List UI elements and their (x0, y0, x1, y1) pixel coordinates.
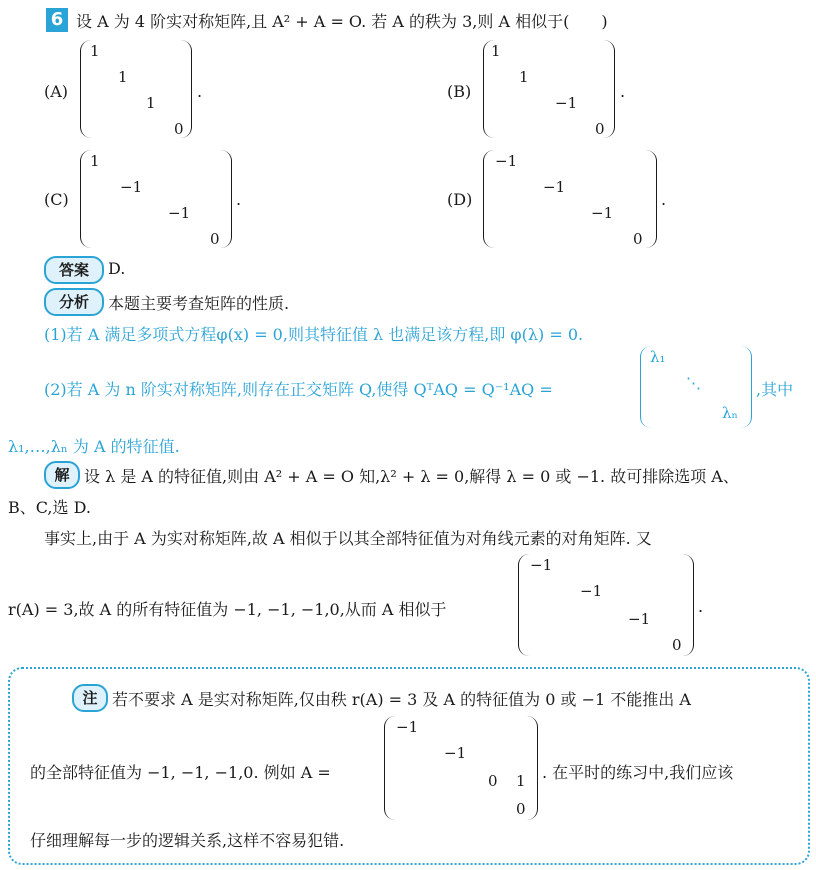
matrix-entry: −1 (591, 204, 614, 222)
analysis-text: 本题主要考查矩阵的性质. (108, 294, 290, 313)
matrix-entry: 1 (90, 152, 100, 170)
solution-tag: 解 (44, 461, 80, 489)
option-d-matrix (483, 150, 657, 248)
matrix-entry: 1 (146, 94, 156, 112)
matrix-entry: −1 (444, 744, 467, 762)
matrix-entry: 0 (174, 120, 184, 138)
solution-line-2: B、C,选 D. (8, 498, 91, 517)
matrix-entry: −1 (543, 178, 566, 196)
matrix-entry: −1 (120, 178, 143, 196)
option-d-label[interactable]: (D) (447, 190, 473, 209)
question-stem: 设 A 为 4 阶实对称矩阵,且 A² + A = O. 若 A 的秩为 3,则 A 相似于( ) (76, 12, 608, 31)
analysis-point-2-cont: λ₁,…,λₙ 为 A 的特征值. (8, 437, 180, 456)
option-b-label[interactable]: (B) (447, 82, 472, 101)
option-c-matrix (80, 150, 232, 248)
matrix-entry: 0 (595, 120, 605, 138)
matrix-entry: 1 (118, 68, 128, 86)
matrix-entry: −1 (396, 718, 419, 736)
analysis-point-2-tail: ,其中 (756, 380, 794, 399)
answer-text: D. (108, 259, 126, 278)
answer-tag: 答案 (44, 256, 104, 284)
matrix-entry: −1 (530, 556, 553, 574)
note-line-2: 的全部特征值为 −1, −1, −1,0. 例如 A = (30, 763, 331, 782)
note-line-1: 若不要求 A 是实对称矩阵,仅由秩 r(A) = 3 及 A 的特征值为 0 或 −1 不能推出 A (112, 690, 691, 709)
matrix-entry: −1 (495, 152, 518, 170)
solution-line-1: 设 λ 是 A 的特征值,则由 A² + A = O 知,λ² + λ = 0,解得 λ = 0 或 −1. 故可排除选项 A、 (84, 467, 739, 486)
matrix-entry: 1 (519, 68, 529, 86)
option-a-label[interactable]: (A) (44, 82, 69, 101)
matrix-entry: ⋱ (686, 374, 701, 392)
matrix-entry: 0 (516, 800, 526, 818)
solution-line-4: r(A) = 3,故 A 的所有特征值为 −1, −1, −1,0,从而 A 相似于 (8, 600, 447, 619)
analysis-tag: 分析 (44, 288, 104, 316)
matrix-entry: 0 (488, 772, 498, 790)
option-b-end: . (620, 82, 626, 101)
matrix-entry: 1 (516, 772, 526, 790)
option-a-matrix (80, 40, 192, 138)
matrix-entry: 0 (672, 636, 682, 654)
note-matrix (384, 716, 538, 820)
analysis-point-1: (1)若 A 满足多项式方程φ(x) = 0,则其特征值 λ 也满足该方程,即 φ(λ) = 0. (44, 325, 584, 344)
matrix-entry: −1 (628, 610, 651, 628)
matrix-entry: −1 (580, 582, 603, 600)
matrix-entry: −1 (168, 204, 191, 222)
note-tag: 注 (72, 684, 108, 712)
option-a-end: . (197, 82, 203, 101)
matrix-entry: 1 (491, 42, 501, 60)
matrix-entry: −1 (555, 94, 578, 112)
matrix-entry: 1 (90, 42, 100, 60)
analysis-point-2: (2)若 A 为 n 阶实对称矩阵,则存在正交矩阵 Q,使得 QᵀAQ = Q⁻¹AQ = (44, 380, 553, 399)
option-d-end: . (661, 190, 667, 209)
option-c-end: . (236, 190, 242, 209)
solution-line-4-end: . (698, 597, 704, 616)
note-line-2-end: . 在平时的练习中,我们应该 (542, 763, 734, 782)
option-c-label[interactable]: (C) (44, 190, 69, 209)
matrix-entry: λ₁ (650, 348, 666, 366)
analysis-matrix (640, 346, 752, 428)
note-line-3: 仔细理解每一步的逻辑关系,这样不容易犯错. (30, 831, 345, 850)
matrix-entry: λₙ (722, 404, 738, 422)
solution-matrix (518, 554, 694, 656)
option-b-matrix (483, 40, 615, 138)
matrix-entry: 0 (210, 230, 220, 248)
question-number: 6 (46, 8, 68, 32)
matrix-entry: 0 (633, 230, 643, 248)
solution-line-3: 事实上,由于 A 为实对称矩阵,故 A 相似于以其全部特征值为对角线元素的对角矩阵. 又 (44, 529, 652, 548)
